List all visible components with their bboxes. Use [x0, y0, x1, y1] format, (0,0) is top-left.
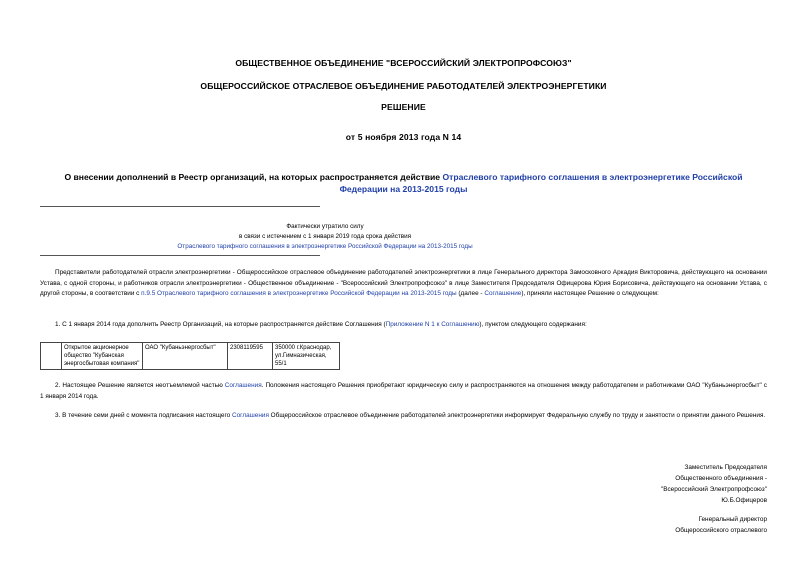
signature-employers-org: Общероссийского отраслевого [675, 527, 767, 534]
signature-union-position: Заместитель Председателя [684, 464, 767, 471]
item-3-text: 3. В течение семи дней с момента подписания настоящего [55, 412, 233, 419]
document-type: РЕШЕНИЕ [381, 102, 426, 112]
item-1-text: 1. С 1 января 2014 года дополнить Реестр Организаций, на которые распространяется действие Соглашения ( [55, 321, 386, 328]
divider-top [40, 206, 320, 207]
signature-union-org-1: Общественного объединения - [675, 475, 767, 482]
preamble-clause-link[interactable]: п.9.5 Отраслевого тарифного соглашения в электроэнергетике Российской Федерации на 2013-2015 годы [141, 290, 457, 297]
item-2-paragraph [40, 381, 767, 402]
item-2-text: 2. Настоящее Решение является неотъемлемой частью [55, 382, 225, 389]
preamble-agreement-link[interactable]: Соглашение [484, 290, 522, 297]
preamble-text-3: ), приняли настоящее Решение о следующем: [521, 290, 659, 297]
table-cell-address: 350000 г.Краснодар, ул.Гимназическая, 55/1 [273, 343, 340, 370]
table-cell-short-name: ОАО "Кубаньэнергосбыт" [143, 343, 228, 370]
registry-table [40, 342, 340, 370]
document-title [40, 171, 767, 195]
status-note-line1: Фактически утратило силу [286, 223, 364, 230]
item-2-text-2: . Положения настоящего Решения приобретают юридическую силу и распространяются на отношения между работодателем и работниками ОАО "Кубаньэнергосбыт" с 1 января 2014 года. [40, 382, 767, 400]
item-3-agreement-link[interactable]: Соглашения [232, 412, 269, 419]
org-name-employers: ОБЩЕРОССИЙСКОЕ ОТРАСЛЕВОЕ ОБЪЕДИНЕНИЕ РАБОТОДАТЕЛЕЙ ЭЛЕКТРОЭНЕРГЕТИКИ [200, 81, 607, 91]
signature-employers [675, 514, 767, 536]
signature-union-org-2: "Всероссийский Электропрофсоюз" [660, 486, 767, 493]
item-1-paragraph [40, 320, 767, 331]
item-3-text-2: Общероссийское отраслевое объединение работодателей электроэнергетики информирует Федеральную службу по труду и занятости о принятии данного Решения. [268, 412, 766, 419]
signature-union [661, 462, 767, 506]
preamble-text: Представители работодателей отрасли электроэнергетики - Общероссийское отраслевое объединение работодателей электроэнергетики в лице Генерального директора Замосковного Аркадия Викторовича, действующего на основании Устава, с одной стороны, и работников отрасли электроэнергетики - Общественное объединение - "Всероссийский Электропрофсоюз" в лице Заместителя Председателя Офицерова Юрия Борисовича, действующего на основании Устава, с другой стороны, в соответствии с [40, 269, 767, 297]
signature-employers-position: Генеральный директор [698, 516, 767, 523]
document-date-number: от 5 ноября 2013 года N 14 [345, 132, 462, 142]
status-note [40, 222, 610, 252]
status-note-line2: в связи с истечением с 1 января 2019 года срока действия [238, 233, 411, 240]
status-note-agreement-link[interactable]: Отраслевого тарифного соглашения в электроэнергетике Российской Федерации на 2013-2015 годы [177, 243, 473, 250]
title-agreement-link[interactable]: Отраслевого тарифного соглашения в электроэнергетике Российской Федерации на 2013-2015 годы [339, 172, 743, 194]
item-1-text-2: ), пунктом следующего содержания: [479, 321, 587, 328]
item-3-paragraph [40, 411, 767, 422]
table-cell-inn: 2308119595 [228, 343, 273, 370]
divider-bottom [40, 255, 320, 256]
table-cell-number [41, 343, 62, 370]
signature-union-name: Ю.Б.Офицеров [721, 497, 767, 504]
table-cell-org-name: Открытое акционерное общество "Кубанская энергосбытовая компания" [62, 343, 143, 370]
item-2-agreement-link[interactable]: Соглашения [224, 382, 262, 389]
preamble-text-2: (далее - [456, 290, 485, 297]
preamble-paragraph [40, 268, 767, 300]
appendix-link[interactable]: Приложение N 1 к Соглашению [385, 321, 480, 328]
title-text: О внесении дополнений в Реестр организаций, на которых распространяется действие [64, 172, 443, 182]
table-row [41, 343, 340, 370]
org-name-union: ОБЩЕСТВЕННОЕ ОБЪЕДИНЕНИЕ "ВСЕРОССИЙСКИЙ ЭЛЕКТРОПРОФСОЮЗ" [235, 58, 572, 68]
